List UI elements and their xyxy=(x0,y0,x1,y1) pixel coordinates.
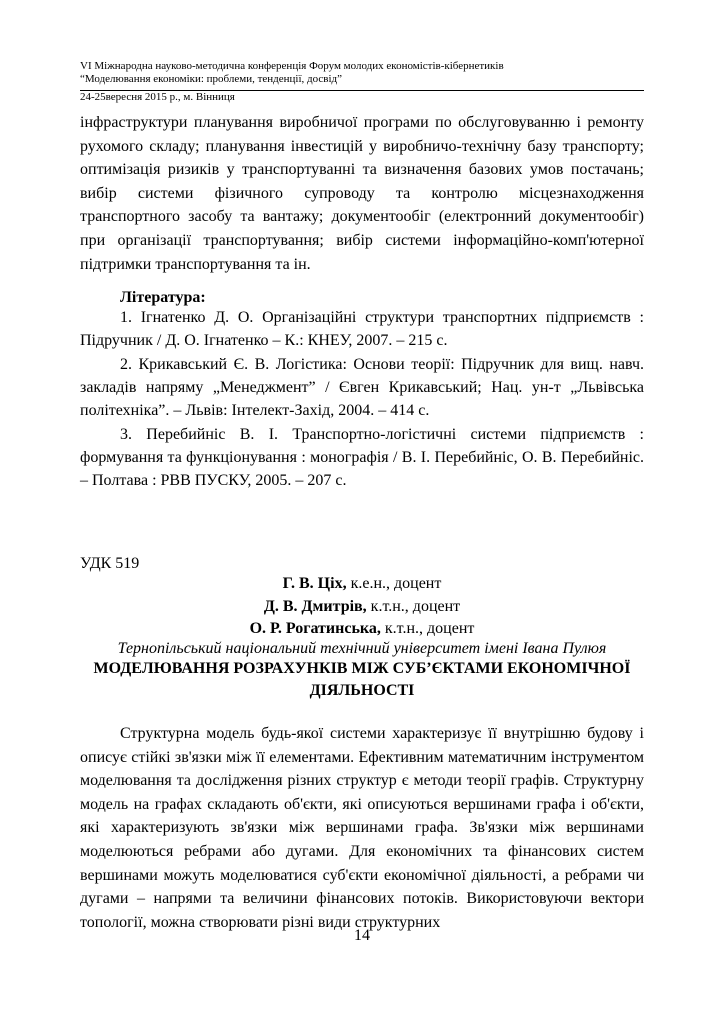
author-line xyxy=(80,573,644,596)
header-conference-theme: “Моделювання економіки: проблеми, тенденції, досвід” xyxy=(80,73,343,85)
paper-title: МОДЕЛЮВАННЯ РОЗРАХУНКІВ МІЖ СУБ’ЄКТАМИ ЕКОНОМІЧНОЇ ДІЯЛЬНОСТІ xyxy=(93,660,631,699)
author-name: Д. В. Дмитрів, xyxy=(263,597,367,615)
abstract-section xyxy=(80,722,644,934)
udk-code: УДК 519 xyxy=(80,555,140,572)
reference-list xyxy=(80,306,644,493)
running-header xyxy=(80,60,642,86)
author-list xyxy=(80,573,644,641)
author-degree: к.т.н., доцент xyxy=(366,597,461,615)
header-date-location: 24-25вересня 2015 р., м. Вінниця xyxy=(80,91,235,103)
affiliation: Тернопільський національний технічний університет імені Івана Пулюя xyxy=(117,640,607,657)
author-name: О. Р. Рогатинська, xyxy=(249,620,381,637)
literature-heading: Література: xyxy=(120,289,206,306)
reference-item: 2. Крикавський Є. В. Логістика: Основи теорії: Підручник для вищ. навч. закладів напряму „Менеджмент” / Євген Крикавський; Нац. ун-т „Львівська політехніка”. – Львів: Інтелект-Захід, 2004. – 414 с. xyxy=(80,355,644,420)
header-conference-title: VI Міжнародна науково-методична конференція Форум молодих економістів-кібернетиків xyxy=(80,60,504,72)
abstract-paragraph: Структурна модель будь-якої системи характеризує її внутрішню будову і описує стійкі зв'язки між її елементами. Ефективним математичним інструментом моделювання та дослідження різних структур є методи теорії графів. Структурну модель на графах складають об'єкти, які описуються вершинами графа і об'єкти, які характеризують зв'язки між вершинами графа. Зв'язки між вершинами моделюються ребрами або дугами. Для економічних та фінансових систем вершинами можуть моделюватися суб'єкти економічної діяльності, а ребрами чи дугами – напрями та величини фінансових потоків. Використовуючи вектори топології, можна створювати різні види структурних xyxy=(80,725,644,931)
page-number: 14 xyxy=(354,927,370,944)
author-degree: к.т.н., доцент xyxy=(380,620,475,637)
reference-item: 3. Перебийніс В. І. Транспортно-логістичні системи підприємств : формування та функціонування : монографія / В. І. Перебийніс, О. В. Перебийніс. – Полтава : РВВ ПУСКУ, 2005. – 207 с. xyxy=(80,426,644,490)
author-name: Г. В. Ціх, xyxy=(282,575,347,592)
author-degree: к.е.н., доцент xyxy=(346,575,442,592)
intro-paragraph: інфраструктури планування виробничої програми по обслуговуванню і ремонту рухомого складу; планування інвестицій у виробничо-технічну базу транспорту; оптимізація ризиків у транспортуванні та визначення базових умов постачань; вибір системи фізичного супроводу та контролю місцезнаходження транспортного засобу та вантажу; документообіг (електронний документообіг) при організації транспортування; вибір системи інформаційно-комп'ютерної підтримки транспортування та ін. xyxy=(80,114,644,273)
author-line xyxy=(80,596,644,619)
reference-item: 1. Ігнатенко Д. О. Організаційні структури транспортних підприємств : Підручник / Д. О. Ігнатенко – К.: КНЕУ, 2007. – 215 с. xyxy=(80,309,644,350)
